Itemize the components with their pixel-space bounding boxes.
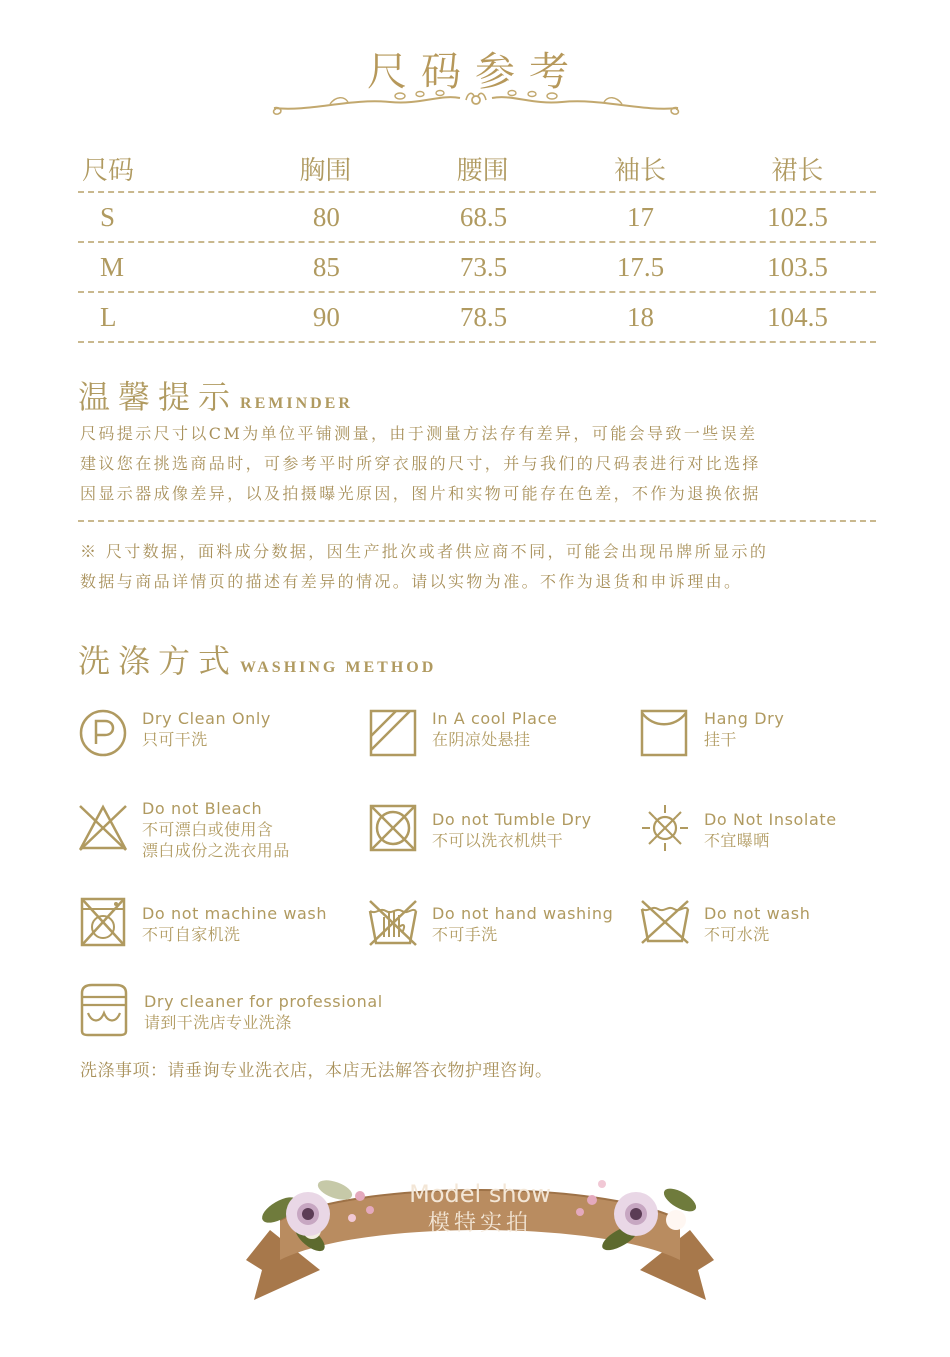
wash-item-no-wash xyxy=(640,897,810,947)
wash-en-label: Hang Dry xyxy=(704,709,785,728)
header-length: 裙长 xyxy=(771,155,824,186)
wash-cn-label: 不可漂白或使用含 xyxy=(142,820,274,839)
do-not-sun-dry-icon xyxy=(640,803,690,853)
hang-dry-icon xyxy=(640,708,690,758)
note-line: 数据与商品详情页的描述有差异的情况。请以实物为准。不作为退货和申诉理由。 xyxy=(80,572,743,591)
wash-cn-label: 不可水洗 xyxy=(704,925,770,944)
wash-item-no-hand-wash xyxy=(368,897,613,947)
wash-item-professional xyxy=(78,983,383,1037)
page-title: 尺码参考 xyxy=(367,49,583,95)
table-header-row xyxy=(78,145,876,193)
wash-en-label: Dry Clean Only xyxy=(142,709,271,728)
table-cell: 85 xyxy=(312,251,340,282)
wash-cn-label: 在阴凉处悬挂 xyxy=(432,730,531,749)
wash-item-no-machine xyxy=(78,897,327,947)
table-cell: 80 xyxy=(312,201,340,232)
washing-heading-cn: 洗涤方式 xyxy=(78,642,239,680)
wash-cn-label: 挂干 xyxy=(704,730,737,749)
reminder-line: 尺码提示尺寸以CM为单位平铺测量，由于测量方法存有差异，可能会导致一些误差 xyxy=(80,424,758,443)
wash-cn-label: 不可自家机洗 xyxy=(142,925,241,944)
wash-en-label: Do Not Insolate xyxy=(704,810,837,829)
do-not-bleach-icon xyxy=(78,802,128,852)
table-cell: 17 xyxy=(626,201,654,232)
table-row xyxy=(78,243,876,293)
wash-item-shade xyxy=(368,708,557,758)
wash-en-label: Do not wash xyxy=(704,904,811,923)
wash-item-no-sun xyxy=(640,803,837,853)
reminder-heading-en: REMINDER xyxy=(240,395,353,412)
do-not-hand-wash-icon xyxy=(368,897,418,947)
washing-heading xyxy=(78,636,436,682)
table-cell: 18 xyxy=(626,301,654,332)
reminder-heading xyxy=(78,372,353,418)
reminder-heading-cn: 温馨提示 xyxy=(78,378,239,416)
wash-item-hang-dry xyxy=(640,708,784,758)
model-show-banner xyxy=(240,1160,720,1310)
wash-en-label: Do not hand washing xyxy=(432,904,614,923)
professional-dry-cleaner-icon xyxy=(78,983,130,1037)
header-waist: 腰围 xyxy=(456,155,509,186)
table-cell: 102.5 xyxy=(767,201,828,232)
table-cell: 104.5 xyxy=(767,301,828,332)
wash-item-dry-clean xyxy=(78,708,271,758)
wash-cn-label: 不可以洗衣机烘干 xyxy=(432,831,564,850)
table-cell: 68.5 xyxy=(459,201,508,232)
table-cell: L xyxy=(100,301,117,332)
washing-heading-en: WASHING METHOD xyxy=(240,659,437,676)
table-row xyxy=(78,193,876,243)
table-row xyxy=(78,293,876,343)
do-not-wash-icon xyxy=(640,897,690,947)
table-cell: M xyxy=(100,251,125,282)
washing-note: 洗涤事项：请垂询专业洗衣店，本店无法解答衣物护理咨询。 xyxy=(80,1061,553,1081)
table-cell: S xyxy=(100,201,116,232)
wash-cn-label: 漂白成份之洗衣用品 xyxy=(142,841,290,860)
wash-cn-label: 不可手洗 xyxy=(432,925,498,944)
banner-cn-text: 模特实拍 xyxy=(427,1211,533,1236)
reminder-text xyxy=(80,419,870,509)
wash-cn-label: 不宜曝晒 xyxy=(704,831,770,850)
divider xyxy=(78,520,876,522)
table-cell: 17.5 xyxy=(616,251,665,282)
title-ornament xyxy=(270,88,682,118)
reminder-line: 因显示器成像差异，以及拍摄曝光原因，图片和实物可能存在色差，不作为退换依据 xyxy=(80,484,761,503)
header-size: 尺码 xyxy=(82,155,135,186)
wash-item-no-tumble xyxy=(368,803,592,853)
size-table xyxy=(78,145,876,343)
wash-en-label: Do not Bleach xyxy=(142,799,263,818)
header-bust: 胸围 xyxy=(299,155,352,186)
banner-en-text: Model show xyxy=(409,1180,551,1208)
table-cell: 73.5 xyxy=(459,251,508,282)
header-sleeve: 袖长 xyxy=(614,155,667,186)
wash-en-label: In A cool Place xyxy=(432,709,558,728)
wash-cn-label: 请到干洗店专业洗涤 xyxy=(144,1013,292,1032)
table-cell: 78.5 xyxy=(459,301,508,332)
wash-en-label: Do not Tumble Dry xyxy=(432,810,592,829)
wash-en-label: Do not machine wash xyxy=(142,904,328,923)
wash-item-no-bleach xyxy=(78,798,290,861)
dry-in-shade-icon xyxy=(368,708,418,758)
dry-clean-p-icon xyxy=(78,708,128,758)
reminder-line: 建议您在挑选商品时，可参考平时所穿衣服的尺寸，并与我们的尺码表进行对比选择 xyxy=(80,454,761,473)
table-cell: 90 xyxy=(312,301,340,332)
do-not-tumble-dry-icon xyxy=(368,803,418,853)
reminder-note xyxy=(80,537,870,597)
wash-cn-label: 只可干洗 xyxy=(142,730,208,749)
note-line: ※ 尺寸数据，面料成分数据，因生产批次或者供应商不同，可能会出现吊牌所显示的 xyxy=(80,542,769,561)
do-not-machine-wash-icon xyxy=(78,897,128,947)
wash-en-label: Dry cleaner for professional xyxy=(144,992,383,1011)
table-cell: 103.5 xyxy=(767,251,828,282)
